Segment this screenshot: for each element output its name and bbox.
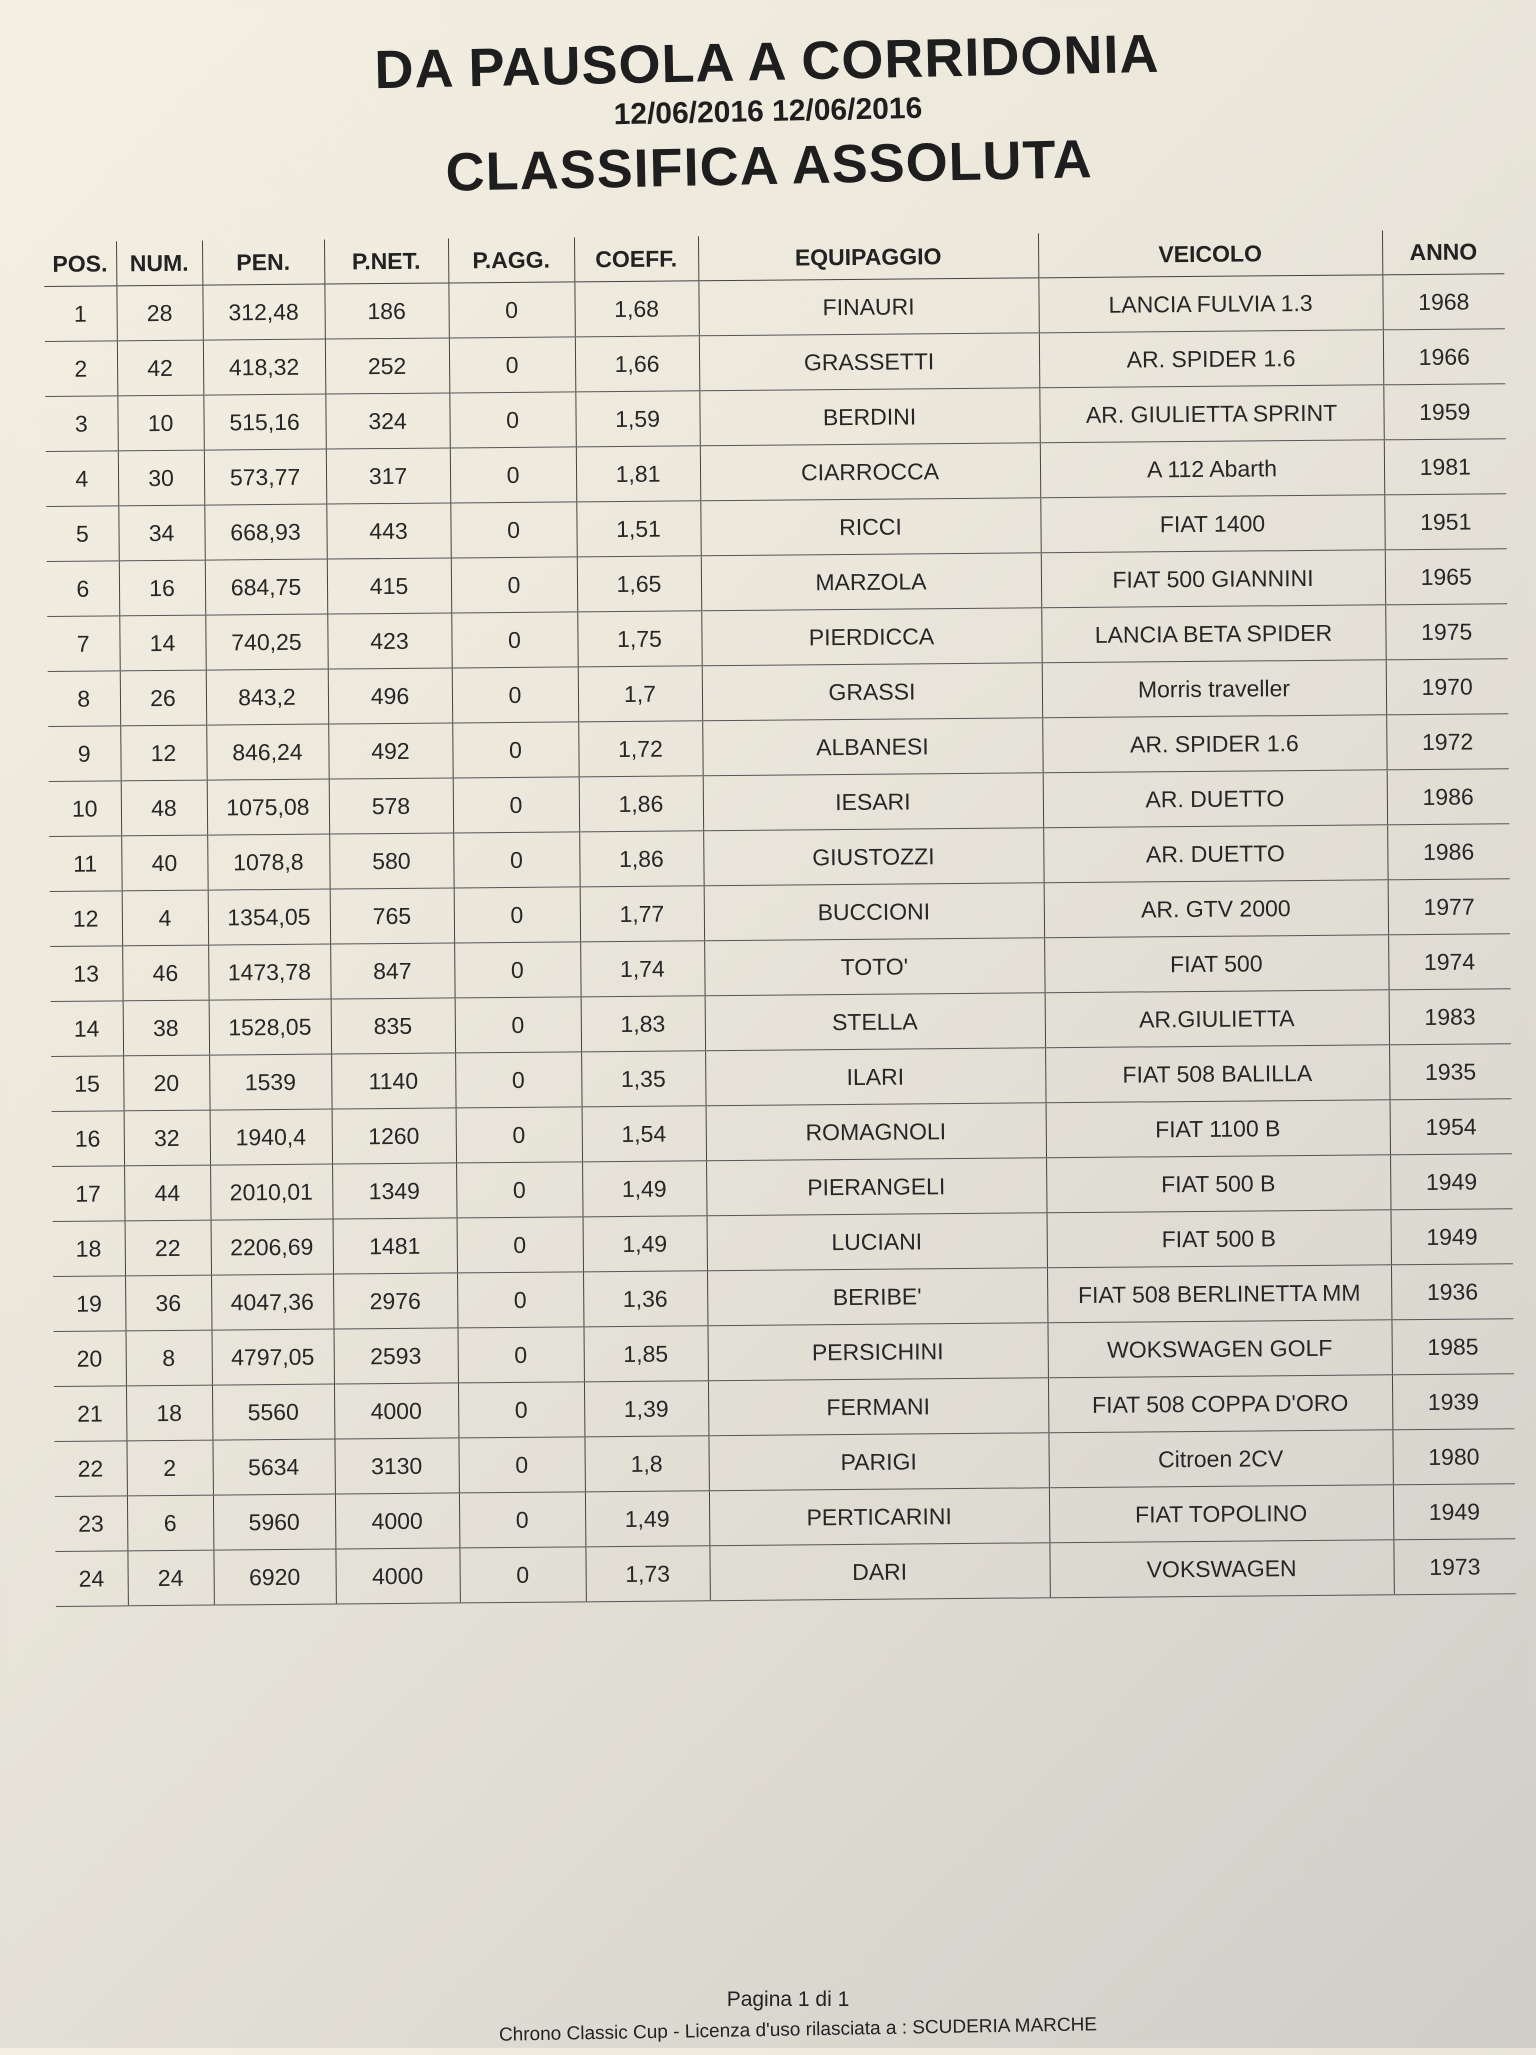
cell-anno: 1985 <box>1391 1319 1513 1375</box>
cell-pos: 13 <box>50 946 122 1002</box>
cell-veicolo: VOKSWAGEN <box>1049 1540 1393 1598</box>
cell-p-agg: 0 <box>454 942 580 998</box>
cell-num: 36 <box>125 1275 211 1331</box>
cell-pos: 6 <box>47 561 119 617</box>
cell-anno: 1965 <box>1385 549 1507 605</box>
cell-anno: 1970 <box>1386 659 1508 715</box>
cell-p-net: 186 <box>324 283 448 339</box>
cell-equipaggio: STELLA <box>705 993 1045 1051</box>
cell-p-agg: 0 <box>448 282 574 338</box>
cell-pen: 4047,36 <box>211 1274 333 1330</box>
cell-num: 34 <box>118 505 204 561</box>
cell-veicolo: FIAT 508 BALILLA <box>1045 1045 1389 1103</box>
cell-pos: 9 <box>48 726 120 782</box>
cell-p-net: 2976 <box>333 1273 457 1329</box>
cell-pos: 23 <box>55 1496 127 1552</box>
cell-p-agg: 0 <box>456 1162 582 1218</box>
cell-veicolo: AR. SPIDER 1.6 <box>1042 715 1386 773</box>
cell-num: 20 <box>123 1055 209 1111</box>
cell-anno: 1935 <box>1389 1044 1511 1100</box>
cell-pos: 15 <box>51 1056 123 1112</box>
cell-p-net: 1349 <box>332 1163 456 1219</box>
cell-coeff: 1,35 <box>581 1051 705 1107</box>
event-dates: 12/06/2016 12/06/2016 <box>613 91 923 132</box>
cell-equipaggio: PERTICARINI <box>709 1488 1049 1546</box>
cell-p-net: 443 <box>326 503 450 559</box>
cell-pen: 740,25 <box>205 614 327 670</box>
cell-anno: 1980 <box>1392 1429 1514 1485</box>
cell-veicolo: FIAT 500 GIANNINI <box>1041 550 1385 608</box>
cell-p-net: 1140 <box>331 1053 455 1109</box>
cell-p-net: 324 <box>325 393 449 449</box>
cell-veicolo: LANCIA FULVIA 1.3 <box>1038 275 1382 333</box>
cell-pen: 312,48 <box>202 284 324 340</box>
cell-veicolo: FIAT 500 <box>1044 935 1388 993</box>
cell-anno: 1977 <box>1388 879 1510 935</box>
cell-p-agg: 0 <box>455 1052 581 1108</box>
cell-pos: 5 <box>46 506 118 562</box>
cell-veicolo: FIAT 1100 B <box>1046 1100 1390 1158</box>
cell-anno: 1949 <box>1393 1484 1515 1540</box>
cell-coeff: 1,39 <box>584 1381 708 1437</box>
cell-p-agg: 0 <box>456 1107 582 1163</box>
column-header-veicolo: VEICOLO <box>1038 230 1382 278</box>
cell-p-agg: 0 <box>457 1272 583 1328</box>
cell-p-net: 492 <box>328 723 452 779</box>
cell-p-agg: 0 <box>457 1217 583 1273</box>
cell-p-agg: 0 <box>450 447 576 503</box>
cell-veicolo: AR.GIULIETTA <box>1045 990 1389 1048</box>
cell-coeff: 1,7 <box>578 666 702 722</box>
cell-num: 8 <box>126 1330 212 1386</box>
cell-p-agg: 0 <box>459 1492 585 1548</box>
cell-p-agg: 0 <box>457 1327 583 1383</box>
cell-p-agg: 0 <box>450 502 576 558</box>
cell-anno: 1986 <box>1387 769 1509 825</box>
cell-num: 40 <box>121 835 207 891</box>
cell-pen: 2206,69 <box>211 1219 333 1275</box>
cell-coeff: 1,51 <box>576 501 700 557</box>
cell-pos: 12 <box>50 891 122 947</box>
cell-num: 46 <box>122 945 208 1001</box>
cell-coeff: 1,49 <box>585 1491 709 1547</box>
cell-p-agg: 0 <box>451 612 577 668</box>
page-number: Pagina 1 di 1 <box>726 1988 850 2011</box>
cell-anno: 1986 <box>1387 824 1509 880</box>
cell-coeff: 1,59 <box>575 391 699 447</box>
license-text: Chrono Classic Cup - Licenza d'uso rilasciata a : SCUDERIA MARCHE <box>498 2014 1098 2046</box>
cell-equipaggio: PIERDICCA <box>701 608 1041 666</box>
column-header-equipaggio: EQUIPAGGIO <box>698 233 1038 280</box>
cell-p-net: 423 <box>327 613 451 669</box>
cell-pen: 1078,8 <box>207 834 329 890</box>
cell-pen: 846,24 <box>206 724 328 780</box>
cell-num: 16 <box>119 560 205 616</box>
cell-equipaggio: BERIBE' <box>707 1268 1047 1326</box>
cell-num: 26 <box>120 670 206 726</box>
column-header-p-net: P.NET. <box>324 238 448 284</box>
cell-coeff: 1,77 <box>580 886 704 942</box>
cell-p-net: 835 <box>331 998 455 1054</box>
cell-equipaggio: BUCCIONI <box>704 883 1044 941</box>
cell-equipaggio: ILARI <box>705 1048 1045 1106</box>
cell-num: 38 <box>123 1000 209 1056</box>
cell-p-net: 847 <box>330 943 454 999</box>
cell-veicolo: AR. GTV 2000 <box>1044 880 1388 938</box>
cell-equipaggio: ALBANESI <box>702 718 1042 776</box>
cell-pos: 2 <box>45 341 117 397</box>
cell-veicolo: FIAT 500 B <box>1046 1155 1390 1213</box>
cell-p-net: 580 <box>329 833 453 889</box>
cell-pos: 10 <box>49 781 121 837</box>
cell-equipaggio: GIUSTOZZI <box>703 828 1043 886</box>
cell-p-net: 2593 <box>333 1328 457 1384</box>
cell-pos: 17 <box>52 1166 124 1222</box>
cell-p-agg: 0 <box>454 887 580 943</box>
cell-num: 28 <box>116 285 202 341</box>
cell-pos: 24 <box>55 1551 127 1607</box>
cell-p-net: 578 <box>329 778 453 834</box>
cell-p-net: 1260 <box>332 1108 456 1164</box>
title-block <box>0 14 1536 214</box>
cell-anno: 1949 <box>1390 1154 1512 1210</box>
cell-pen: 1473,78 <box>208 944 330 1000</box>
cell-veicolo: AR. DUETTO <box>1043 770 1387 828</box>
cell-pos: 16 <box>52 1111 124 1167</box>
cell-pen: 1075,08 <box>207 779 329 835</box>
cell-pos: 8 <box>48 671 120 727</box>
cell-pen: 5634 <box>212 1439 334 1495</box>
cell-pen: 1940,4 <box>210 1109 332 1165</box>
cell-equipaggio: GRASSETTI <box>699 333 1039 391</box>
cell-veicolo: AR. GIULIETTA SPRINT <box>1039 385 1383 443</box>
cell-coeff: 1,49 <box>582 1161 706 1217</box>
cell-coeff: 1,65 <box>577 556 701 612</box>
cell-num: 48 <box>121 780 207 836</box>
cell-pos: 18 <box>53 1221 125 1277</box>
cell-coeff: 1,86 <box>579 831 703 887</box>
cell-coeff: 1,81 <box>576 446 700 502</box>
cell-anno: 1966 <box>1383 329 1505 385</box>
cell-veicolo: AR. DUETTO <box>1043 825 1387 883</box>
cell-p-net: 252 <box>325 338 449 394</box>
cell-pos: 4 <box>46 451 118 507</box>
cell-pen: 4797,05 <box>212 1329 334 1385</box>
cell-equipaggio: MARZOLA <box>701 553 1041 611</box>
cell-num: 22 <box>125 1220 211 1276</box>
cell-pos: 22 <box>54 1441 126 1497</box>
cell-num: 42 <box>117 340 203 396</box>
cell-p-agg: 0 <box>449 337 575 393</box>
column-header-pos: POS. <box>44 241 116 286</box>
cell-pos: 7 <box>47 616 119 672</box>
cell-pos: 11 <box>49 836 121 892</box>
document-subtitle: CLASSIFICA ASSOLUTA <box>445 129 1094 203</box>
cell-coeff: 1,36 <box>583 1271 707 1327</box>
cell-pen: 5560 <box>212 1384 334 1440</box>
cell-pos: 21 <box>54 1386 126 1442</box>
cell-pen: 1539 <box>209 1054 331 1110</box>
cell-pen: 684,75 <box>205 559 327 615</box>
cell-anno: 1975 <box>1385 604 1507 660</box>
cell-veicolo: FIAT TOPOLINO <box>1049 1485 1393 1543</box>
cell-num: 18 <box>126 1385 212 1441</box>
cell-anno: 1974 <box>1388 934 1510 990</box>
cell-anno: 1968 <box>1382 274 1504 330</box>
cell-equipaggio: RICCI <box>700 498 1040 556</box>
cell-equipaggio: TOTO' <box>704 938 1044 996</box>
cell-num: 12 <box>120 725 206 781</box>
column-header-p-agg: P.AGG. <box>448 237 574 283</box>
table-body <box>44 274 1515 1607</box>
cell-equipaggio: CIARROCCA <box>700 443 1040 501</box>
cell-p-net: 496 <box>328 668 452 724</box>
cell-p-agg: 0 <box>452 667 578 723</box>
cell-pen: 5960 <box>213 1494 335 1550</box>
cell-pen: 2010,01 <box>210 1164 332 1220</box>
cell-p-agg: 0 <box>459 1547 585 1603</box>
cell-num: 32 <box>124 1110 210 1166</box>
cell-veicolo: FIAT 508 BERLINETTA MM <box>1047 1265 1391 1323</box>
cell-p-agg: 0 <box>455 997 581 1053</box>
cell-pen: 573,77 <box>204 449 326 505</box>
results-table-wrapper <box>44 229 1516 1607</box>
cell-pen: 1354,05 <box>208 889 330 945</box>
cell-coeff: 1,74 <box>580 941 704 997</box>
cell-anno: 1972 <box>1386 714 1508 770</box>
cell-p-net: 3130 <box>334 1438 458 1494</box>
cell-veicolo: AR. SPIDER 1.6 <box>1039 330 1383 388</box>
cell-p-net: 765 <box>330 888 454 944</box>
cell-pos: 20 <box>54 1331 126 1387</box>
cell-p-agg: 0 <box>458 1382 584 1438</box>
cell-equipaggio: ROMAGNOLI <box>706 1103 1046 1161</box>
cell-veicolo: Citroen 2CV <box>1048 1430 1392 1488</box>
cell-equipaggio: BERDINI <box>699 388 1039 446</box>
cell-anno: 1949 <box>1390 1209 1512 1265</box>
cell-anno: 1936 <box>1391 1264 1513 1320</box>
cell-pos: 3 <box>45 396 117 452</box>
cell-pos: 1 <box>44 286 116 342</box>
cell-p-agg: 0 <box>458 1437 584 1493</box>
cell-p-agg: 0 <box>453 832 579 888</box>
column-header-coeff: COEFF. <box>574 236 698 282</box>
document-title: DA PAUSOLA A CORRIDONIA <box>373 23 1160 101</box>
cell-equipaggio: GRASSI <box>702 663 1042 721</box>
cell-veicolo: FIAT 500 B <box>1047 1210 1391 1268</box>
cell-veicolo: LANCIA BETA SPIDER <box>1041 605 1385 663</box>
cell-veicolo: FIAT 1400 <box>1040 495 1384 553</box>
cell-equipaggio: LUCIANI <box>707 1213 1047 1271</box>
cell-equipaggio: PIERANGELI <box>706 1158 1046 1216</box>
cell-num: 2 <box>126 1440 212 1496</box>
cell-num: 4 <box>122 890 208 946</box>
cell-num: 6 <box>127 1495 213 1551</box>
cell-num: 44 <box>124 1165 210 1221</box>
cell-p-net: 415 <box>327 558 451 614</box>
cell-pen: 515,16 <box>203 394 325 450</box>
column-header-anno: ANNO <box>1382 229 1504 275</box>
cell-anno: 1954 <box>1390 1099 1512 1155</box>
cell-coeff: 1,85 <box>583 1326 707 1382</box>
cell-coeff: 1,75 <box>577 611 701 667</box>
cell-p-agg: 0 <box>453 777 579 833</box>
cell-veicolo: WOKSWAGEN GOLF <box>1047 1320 1391 1378</box>
cell-p-net: 4000 <box>334 1383 458 1439</box>
cell-pos: 14 <box>51 1001 123 1057</box>
cell-equipaggio: PERSICHINI <box>707 1323 1047 1381</box>
cell-coeff: 1,68 <box>574 281 698 337</box>
cell-p-net: 1481 <box>333 1218 457 1274</box>
cell-coeff: 1,86 <box>579 776 703 832</box>
cell-num: 10 <box>117 395 203 451</box>
cell-pen: 843,2 <box>206 669 328 725</box>
cell-coeff: 1,8 <box>584 1436 708 1492</box>
cell-anno: 1951 <box>1384 494 1506 550</box>
cell-veicolo: Morris traveller <box>1042 660 1386 718</box>
cell-num: 24 <box>127 1550 213 1606</box>
cell-veicolo: FIAT 508 COPPA D'ORO <box>1048 1375 1392 1433</box>
cell-pen: 6920 <box>213 1549 335 1605</box>
cell-equipaggio: FINAURI <box>698 278 1038 336</box>
cell-coeff: 1,72 <box>578 721 702 777</box>
cell-pen: 418,32 <box>203 339 325 395</box>
cell-p-agg: 0 <box>452 722 578 778</box>
cell-num: 14 <box>119 615 205 671</box>
cell-coeff: 1,54 <box>582 1106 706 1162</box>
column-header-pen: PEN. <box>202 240 324 286</box>
results-table <box>44 229 1516 1607</box>
cell-anno: 1983 <box>1389 989 1511 1045</box>
cell-anno: 1939 <box>1392 1374 1514 1430</box>
cell-equipaggio: DARI <box>709 1543 1049 1601</box>
cell-anno: 1959 <box>1383 384 1505 440</box>
cell-veicolo: A 112 Abarth <box>1040 440 1384 498</box>
cell-p-net: 4000 <box>335 1548 459 1604</box>
cell-p-net: 4000 <box>335 1493 459 1549</box>
cell-p-agg: 0 <box>449 392 575 448</box>
cell-coeff: 1,49 <box>583 1216 707 1272</box>
cell-anno: 1973 <box>1393 1539 1515 1595</box>
column-header-num: NUM. <box>116 241 202 286</box>
table-row <box>55 1539 1515 1607</box>
cell-equipaggio: IESARI <box>703 773 1043 831</box>
cell-num: 30 <box>118 450 204 506</box>
cell-equipaggio: PARIGI <box>708 1433 1048 1491</box>
cell-anno: 1981 <box>1384 439 1506 495</box>
cell-coeff: 1,66 <box>575 336 699 392</box>
cell-pen: 1528,05 <box>209 999 331 1055</box>
cell-pos: 19 <box>53 1276 125 1332</box>
cell-equipaggio: FERMANI <box>708 1378 1048 1436</box>
cell-coeff: 1,73 <box>585 1546 709 1602</box>
cell-pen: 668,93 <box>204 504 326 560</box>
cell-p-net: 317 <box>326 448 450 504</box>
cell-coeff: 1,83 <box>581 996 705 1052</box>
cell-p-agg: 0 <box>451 557 577 613</box>
